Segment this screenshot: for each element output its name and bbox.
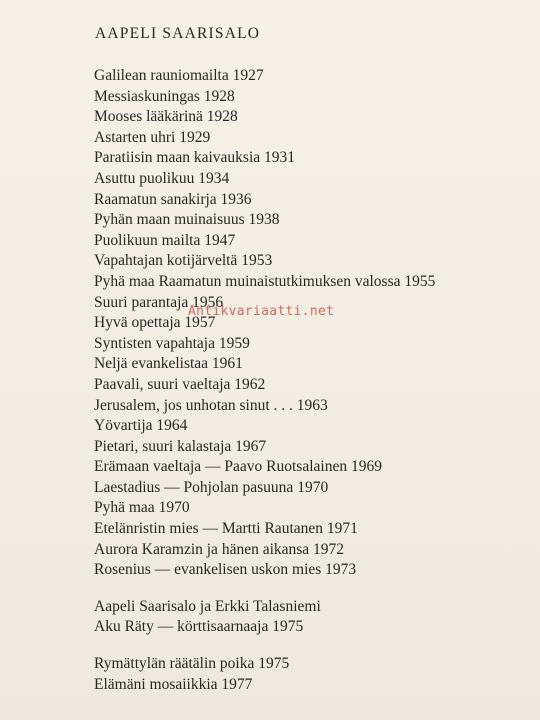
list-item: Jerusalem, jos unhotan sinut . . . 1963 (94, 396, 328, 414)
list-item: Pietari, suuri kalastaja 1967 (94, 437, 267, 455)
list-item: Laestadius — Pohjolan pasuuna 1970 (94, 478, 329, 496)
list-item: Pyhän maan muinaisuus 1938 (94, 211, 280, 229)
list-item: Pyhä maa Raamatun muinaistutkimuksen valossa 1955 (94, 272, 436, 290)
list-item: Raamatun sanakirja 1936 (94, 190, 252, 208)
list-item: Aurora Karamzin ja hänen aikansa 1972 (94, 540, 345, 558)
list-item: Rymättylän räätälin poika 1975 (94, 655, 290, 673)
list-item: Yövartija 1964 (94, 417, 188, 435)
list-item: Galilean rauniomailta 1927 (94, 67, 264, 84)
list-item: Vapahtajan kotijärveltä 1953 (94, 252, 273, 270)
list-item: Asuttu puolikuu 1934 (94, 169, 230, 187)
list-item: Puolikuun mailta 1947 (94, 231, 236, 249)
list-item: Paratiisin maan kaivauksia 1931 (94, 149, 296, 167)
list-item: Suuri parantaja 1956 (94, 293, 224, 311)
list-item: Etelänristin mies — Martti Rautanen 1971 (94, 520, 358, 538)
list-item: Aku Räty — körttisaarnaaja 1975 (94, 618, 304, 636)
list-item: Elämäni mosaiikkia 1977 (94, 675, 253, 693)
list-item: Messiaskuningas 1928 (94, 87, 235, 105)
list-item: Aapeli Saarisalo ja Erkki Talasniemi (94, 597, 321, 615)
watermark: Antikvariaatti.net (188, 304, 335, 319)
list-item: Mooses lääkärinä 1928 (94, 108, 238, 126)
list-item: Pyhä maa 1970 (94, 499, 190, 517)
list-item: Erämaan vaeltaja — Paavo Ruotsalainen 1969 (94, 458, 382, 476)
list-item: Syntisten vapahtaja 1959 (94, 334, 250, 352)
list-item: Neljä evankelistaa 1961 (94, 355, 243, 373)
list-item: Astarten uhri 1929 (94, 128, 211, 146)
list-item: Hyvä opettaja 1957 (94, 314, 216, 332)
works-list (94, 66, 435, 695)
list-item: Rosenius — evankelisen uskon mies 1973 (94, 561, 357, 579)
list-gap (94, 638, 435, 654)
list-gap (94, 581, 435, 597)
list-item: Paavali, suuri vaeltaja 1962 (94, 375, 266, 393)
author-heading: AAPELI SAARISALO (95, 25, 261, 42)
